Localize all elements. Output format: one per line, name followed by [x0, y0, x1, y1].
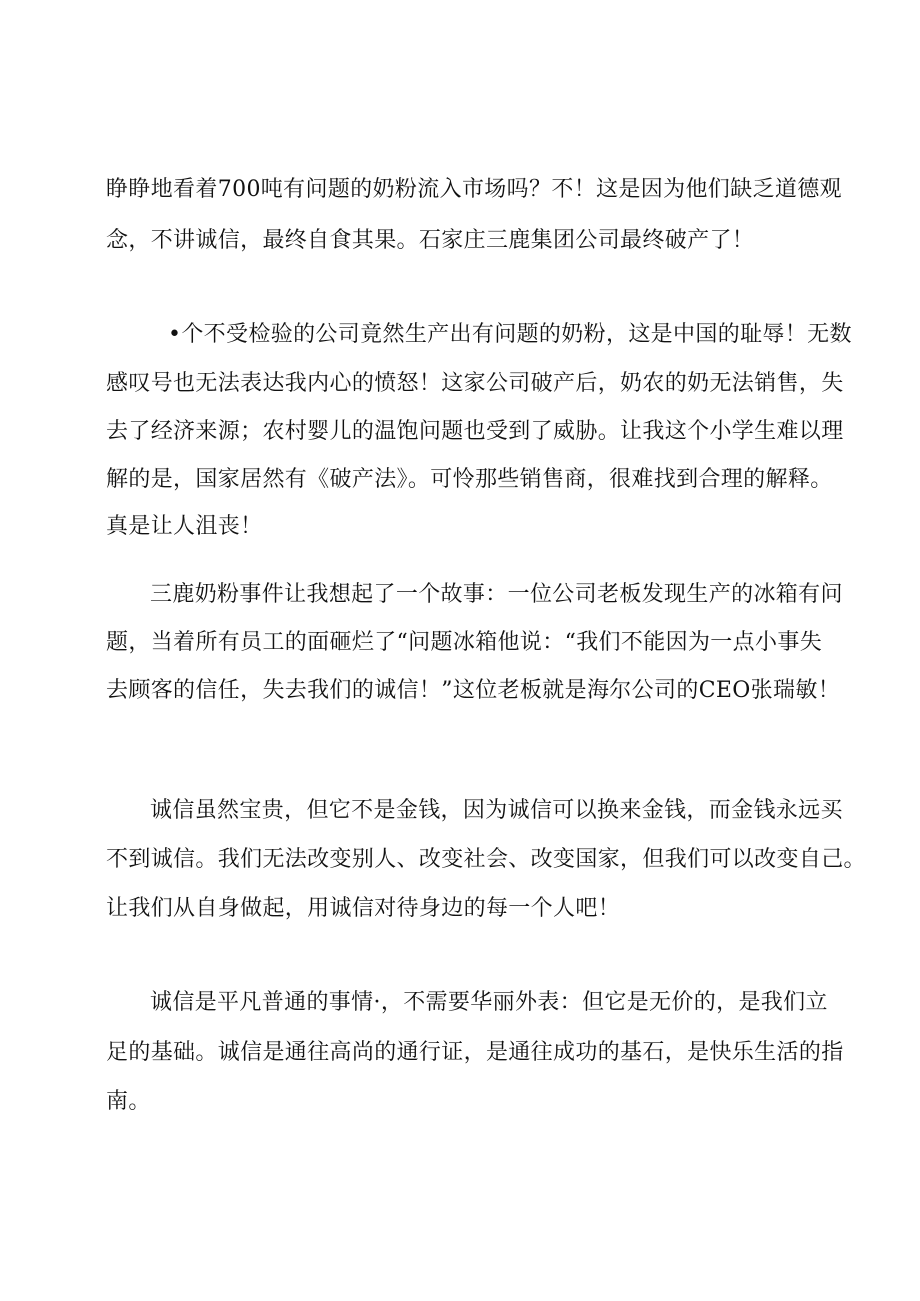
text-line: 题，当着所有员工的面砸烂了“问题冰箱他说：“我们不能因为一点小事失	[106, 630, 823, 655]
text-line: •个不受检验的公司竟然生产出有问题的奶粉，这是中国的耻辱！无数	[168, 322, 852, 347]
text-line: 不到诚信。我们无法改变别人、改变社会、改变国家，但我们可以改变自己。	[106, 847, 866, 872]
text-line: 诚信是平凡普通的事情·，不需要华丽外表：但它是无价的，是我们立	[150, 990, 828, 1015]
text-line: 念，不讲诚信，最终自食其果。石家庄三鹿集团公司最终破产了！	[106, 228, 755, 253]
text-line: 足的基础。诚信是通往高尚的通行证，是通往成功的基石，是快乐生活的指	[106, 1040, 844, 1065]
text-line: 让我们从自身做起，用诚信对待身边的每一个人吧！	[106, 896, 621, 921]
text-line: 去顾客的信任，失去我们的诚信！”这位老板就是海尔公司的CEO张瑞敏！	[106, 678, 841, 703]
text-line: 解的是，国家居然有《破产法》。可怜那些销售商，很难找到合理的解释。	[106, 467, 833, 492]
text-line: 感叹号也无法表达我内心的愤怒！这家公司破产后，奶农的奶无法销售，失	[106, 371, 844, 396]
text-line: 真是让人沮丧！	[106, 514, 263, 539]
text-line: 去了经济来源；农村婴儿的温饱问题也受到了威胁。让我这个小学生难以理	[106, 419, 844, 444]
text-line: 三鹿奶粉事件让我想起了一个故事：一位公司老板发现生产的冰箱有问	[150, 582, 843, 607]
text-line: 南。	[106, 1089, 151, 1114]
text-line: 诚信虽然宝贵，但它不是金钱，因为诚信可以换来金钱，而金钱永远买	[150, 798, 843, 823]
text-line: 睁睁地看着700吨有问题的奶粉流入市场吗？不！这是因为他们缺乏道德观	[106, 177, 842, 202]
